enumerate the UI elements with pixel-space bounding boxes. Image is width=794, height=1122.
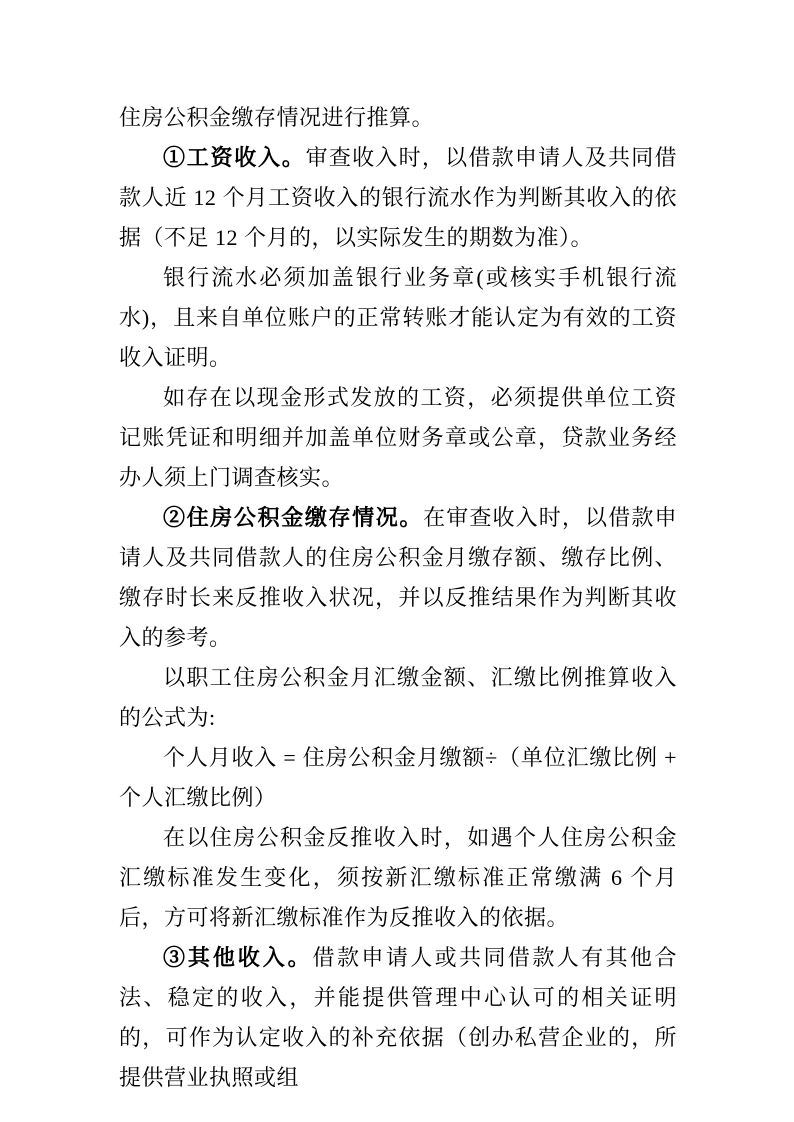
paragraph-text: 个人月收入 = 住房公积金月缴额÷（单位汇缴比例 + 个人汇缴比例）: [119, 745, 677, 810]
paragraph-text: 如存在以现金形式发放的工资，必须提供单位工资记账凭证和明细并加盖单位财务章或公章，贷款业务经办人须上门调查核实。: [119, 385, 677, 490]
paragraph-lead-heading: ②住房公积金缴存情况。: [163, 505, 424, 530]
paragraph-text: 借款申请人或共同借款人有其他合法、稳定的收入，并能提供管理中心认可的相关证明的，可作为认定收入的补充依据（创办私营企业的，所提供营业执照或组: [119, 945, 677, 1090]
paragraph: [119, 938, 677, 1098]
paragraph: [119, 818, 677, 938]
paragraph: [119, 498, 677, 658]
paragraph-text: 审查收入时，以借款申请人及共同借款人近 12 个月工资收入的银行流水作为判断其收入的依据（不足 12 个月的，以实际发生的期数为准）。: [119, 145, 677, 250]
paragraph: [119, 98, 677, 138]
paragraph-text: 住房公积金缴存情况进行推算。: [119, 105, 435, 130]
paragraph: [119, 138, 677, 258]
paragraph-lead-heading: ①工资收入。: [163, 145, 306, 170]
paragraph-text: 在以住房公积金反推收入时，如遇个人住房公积金汇缴标准发生变化，须按新汇缴标准正常缴满 6 个月后，方可将新汇缴标准作为反推收入的依据。: [119, 825, 677, 930]
paragraph: [119, 658, 677, 738]
paragraph: [119, 378, 677, 498]
paragraph: [119, 738, 677, 818]
paragraph-text: 银行流水必须加盖银行业务章(或核实手机银行流水)，且来自单位账户的正常转账才能认定为有效的工资收入证明。: [119, 265, 677, 370]
paragraph-lead-heading: ③其他收入。: [163, 945, 313, 970]
paragraph-text: 在审查收入时，以借款申请人及共同借款人的住房公积金月缴存额、缴存比例、缴存时长来反推收入状况，并以反推结果作为判断其收入的参考。: [119, 505, 677, 650]
paragraph: [119, 258, 677, 378]
document-body: [119, 98, 677, 1098]
paragraph-text: 以职工住房公积金月汇缴金额、汇缴比例推算收入的公式为:: [119, 665, 677, 730]
